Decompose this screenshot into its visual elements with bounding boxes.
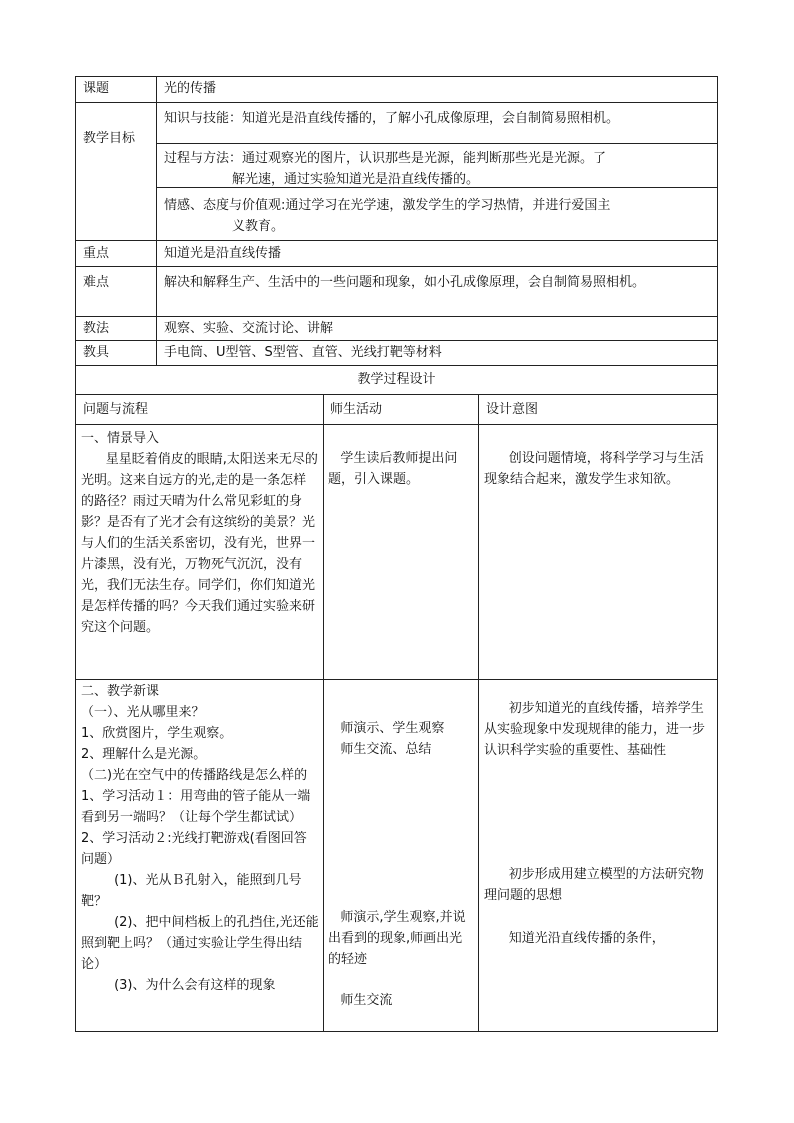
tools-label: 教具 xyxy=(83,345,110,360)
design-title: 教学过程设计 xyxy=(357,372,436,387)
design-column-divider-1 xyxy=(323,394,324,1032)
intro-process-text: 一、情景导入 星星眨着俏皮的眼睛,太阳送来无尽的光明。这来自远方的光,走的是一条怎样的路径？雨过天晴为什么常见彩虹的身影？是否有了光才会有这缤纷的美景？光与人们的生活关系密切，没有光，世界一片漆黑，没有光，万物死气沉沉，没有光，我们无法生存。同学们，你们知道光是怎样传播的吗？今天我们通过实验来研究这个问题。 xyxy=(81,431,318,635)
table-border-bottom xyxy=(75,1031,718,1032)
intro-intent-text: 创设问题情境，将科学学习与生活现象结合起来，激发学生求知欲。 xyxy=(484,451,704,487)
key-point-label: 重点 xyxy=(83,246,110,261)
difficulty-label: 难点 xyxy=(83,275,110,290)
table-border-left xyxy=(75,76,76,1032)
design-column-divider-2 xyxy=(478,394,479,1032)
new-lesson-intent-3: 知道光沿直线传播的条件， xyxy=(484,931,665,946)
objective-process-line1: 过程与方法：通过观察光的图片，认识那些是光源，能判断那些光是光源。了 xyxy=(164,151,607,166)
difficulty-value: 解决和解释生产、生活中的一些问题和现象，如小孔成像原理，会自制简易照相机。 xyxy=(164,275,646,290)
table-border-right xyxy=(717,76,718,1032)
objectives-label: 教学目标 xyxy=(83,131,136,146)
topic-label: 课题 xyxy=(83,81,110,96)
new-lesson-activity-3: 师生交流 xyxy=(328,993,393,1008)
objective-emotion-line2: 义教育。 xyxy=(232,219,285,234)
table-border-top xyxy=(75,76,718,77)
key-point-value: 知道光是沿直线传播 xyxy=(164,246,282,261)
new-lesson-activity-1: 师演示、学生观察 师生交流、总结 xyxy=(340,721,445,757)
lesson-plan-table xyxy=(75,76,718,1032)
new-lesson-process-text: 二、教学新课 （一）、光从哪里来？ 1、欣赏图片，学生观察。 2、理解什么是光源。 （二)光在空气中的传播路线是怎么样的 1、学习活动１：用弯曲的管子能从一端看到另一端吗？（让每个学生都试试） 2、学习活动２:光线打靶游戏(看图回答问题） (1)、光从Ｂ孔射入，能照到几号靶？ (2)、把中间档板上的孔挡住,光还能照到靶上吗？（通过实验让学生得出结论） (3)、为什么会有这样的现象 xyxy=(81,684,319,993)
new-lesson-intent-1: 初步知道光的直线传播，培养学生从实验现象中发现规律的能力，进一步认识科学实验的重要性、基础性 xyxy=(484,701,706,758)
intro-activity-text: 学生读后教师提出问题，引入课题。 xyxy=(328,451,458,487)
tools-value: 手电筒、U型管、S型管、直管、光线打靶等材料 xyxy=(164,345,442,360)
objective-process-line2: 解光速，通过实验知道光是沿直线传播的。 xyxy=(232,172,480,187)
new-lesson-intent-2: 初步形成用建立模型的方法研究物理问题的思想 xyxy=(484,867,704,903)
topic-value: 光的传播 xyxy=(164,81,217,96)
new-lesson-activity-2: 师演示,学生观察,并说出看到的现象,师画出光的轻迹 xyxy=(328,910,466,967)
header-intent: 设计意图 xyxy=(486,402,539,417)
header-activity: 师生活动 xyxy=(330,402,383,417)
method-label: 教法 xyxy=(83,321,110,336)
objective-emotion-line1: 情感、态度与价值观:通过学习在光学速，激发学生的学习热情，并进行爱国主 xyxy=(164,198,611,213)
objective-knowledge: 知识与技能：知道光是沿直线传播的，了解小孔成像原理，会自制简易照相机。 xyxy=(164,111,620,126)
header-process: 问题与流程 xyxy=(83,402,149,417)
label-column-divider xyxy=(156,76,157,365)
method-value: 观察、实验、交流讨论、讲解 xyxy=(164,321,334,336)
